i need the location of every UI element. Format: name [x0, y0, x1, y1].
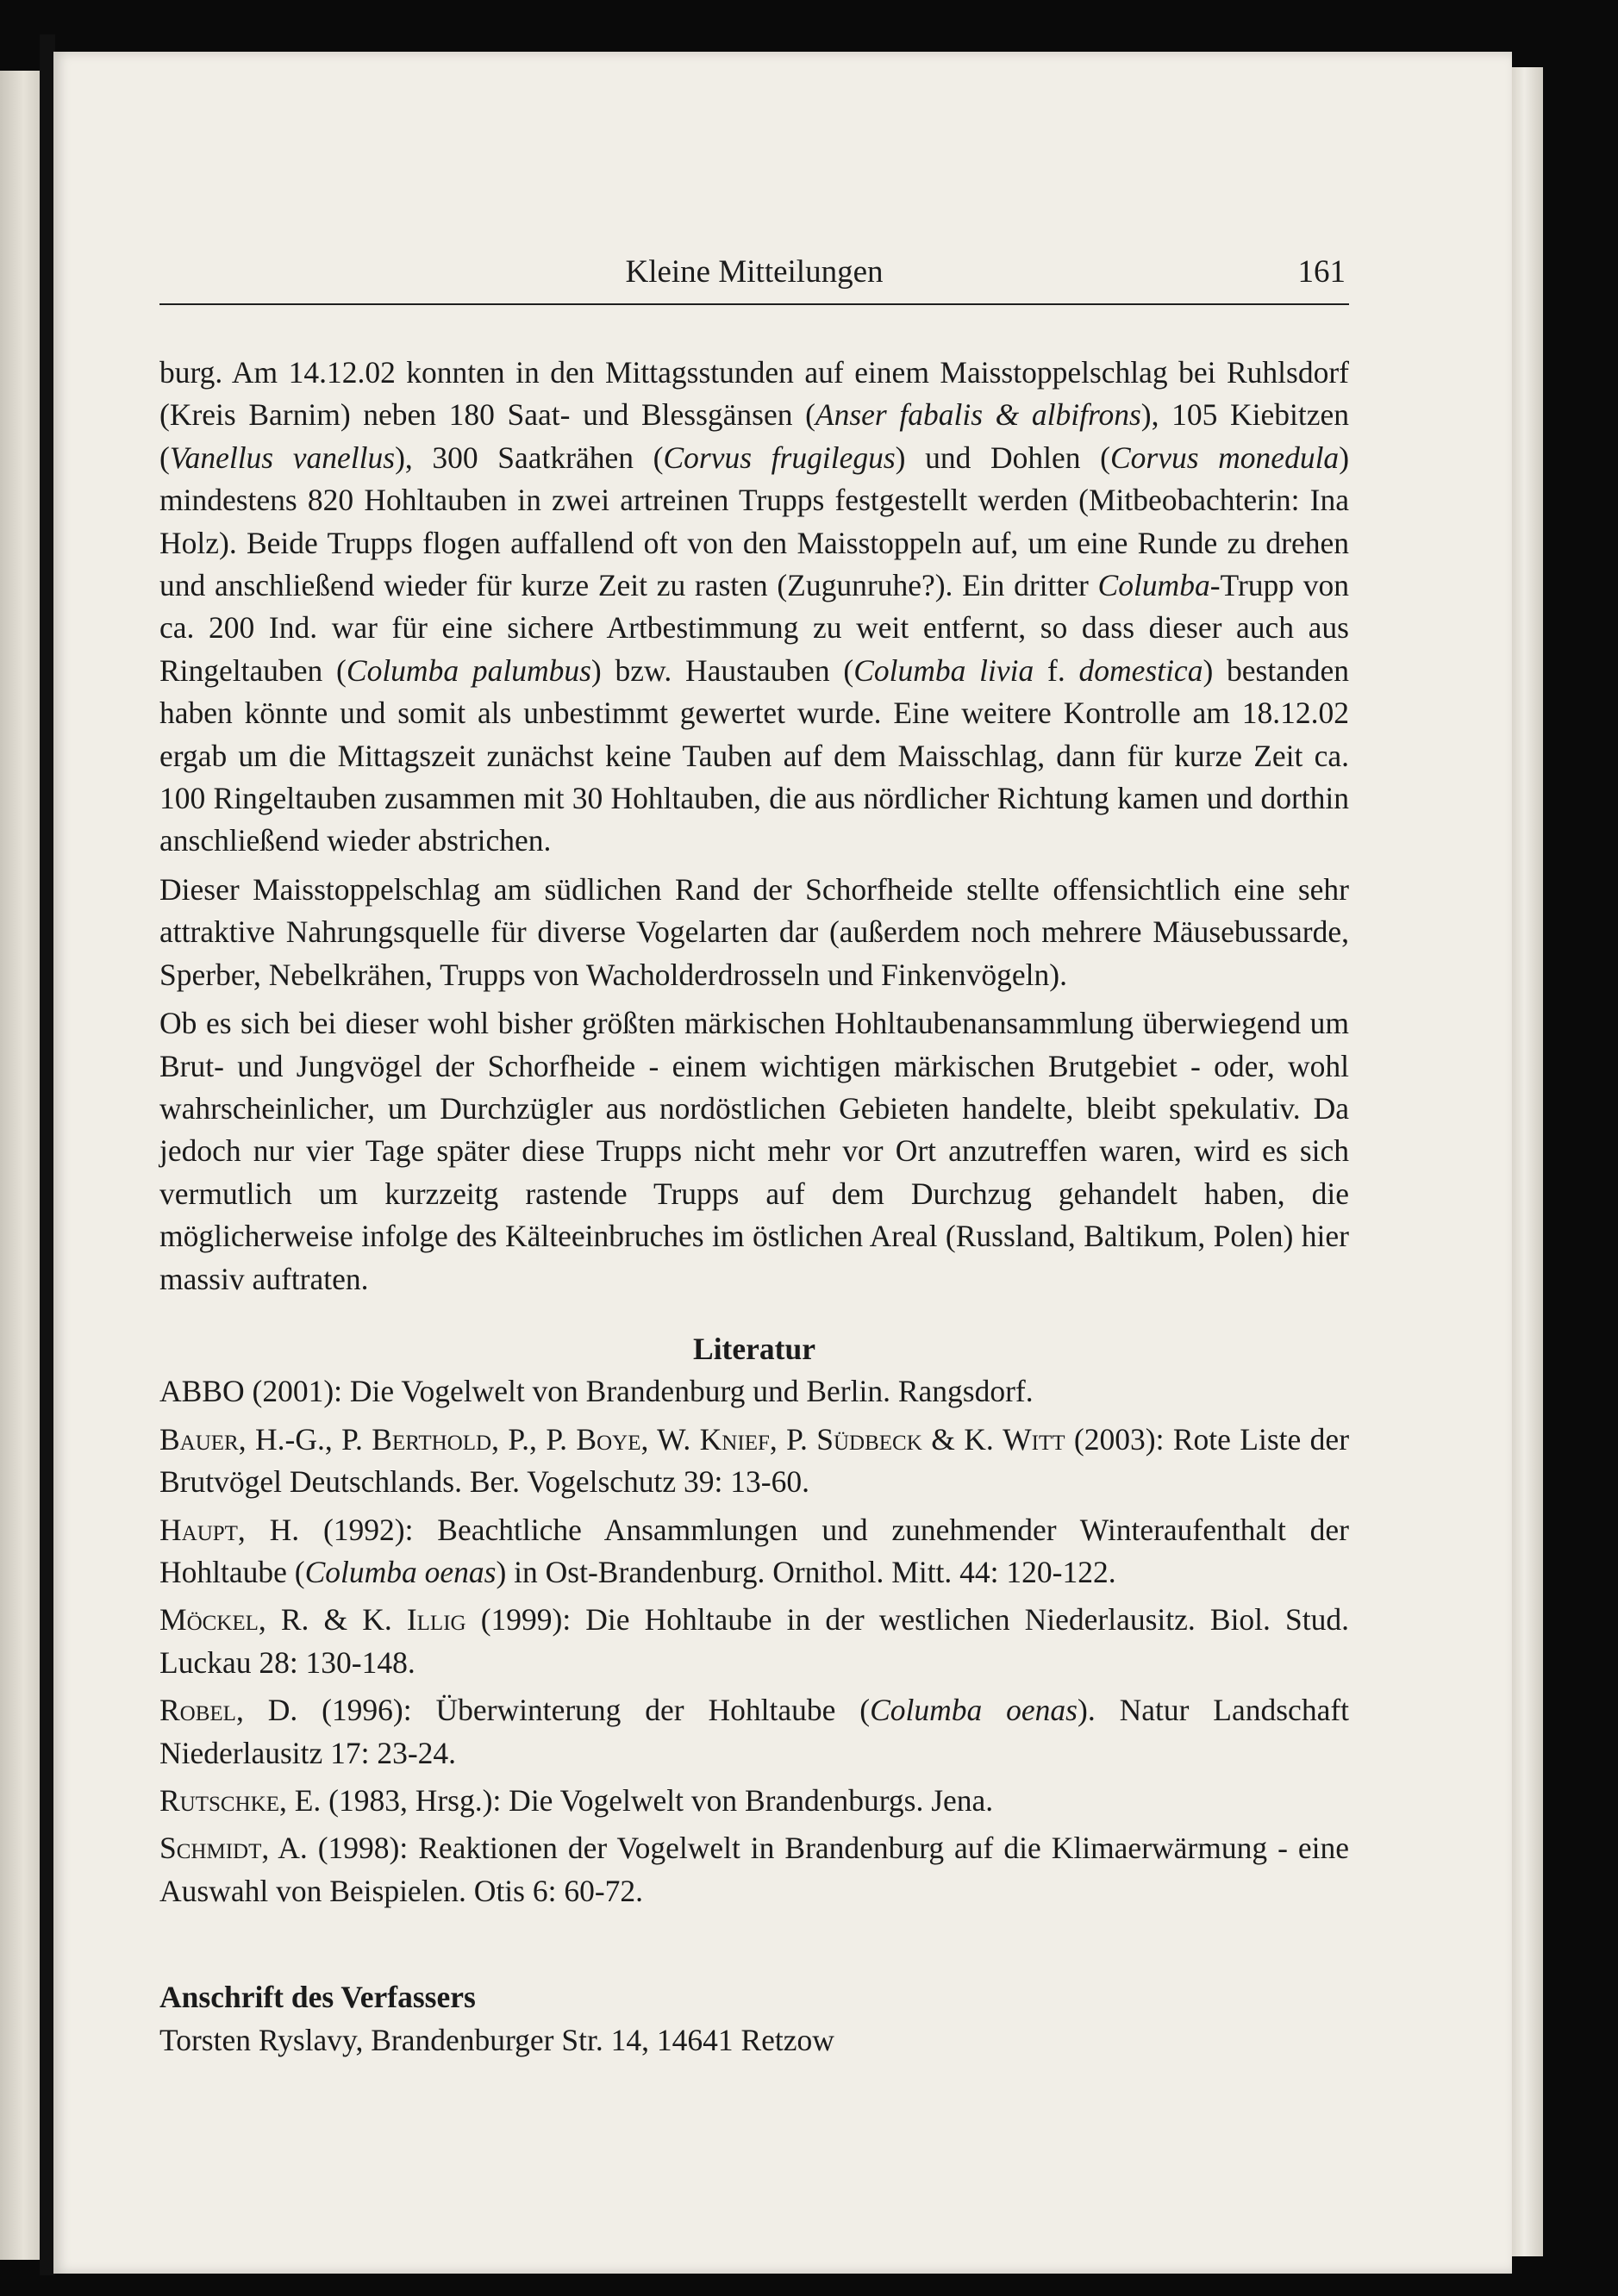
text-run: -Trupp von ca. 200 Ind. war für eine sichere Artbestimmung zu weit entfernt, so dass dieser auch aus Ringeltauben ( [159, 568, 1349, 688]
text-run: (2003): Rote Liste der Brutvögel Deutschlands. Ber. Vogelschutz 39: 13-60. [159, 1421, 1350, 1500]
text-run: Ob es sich bei dieser wohl bisher größten märkischen Hohltaubenansammlung überwiegend um Brut- und Jungvögel der Schorfheide - einem wichtigen märkischen Brutgebiet - oder, wohl wahrscheinlicher, um Durchzügler aus nordöstlichen Gebieten handelte, bleibt spekulativ. Da jedoch nur vier Tage später diese Trupps nicht mehr vor Ort anzutreffen waren, wird es sich vermutlich um kurzzeitg rastende Trupps auf dem Durchzug gehandelt haben, die möglicherweise infolge des Kälteeinbruches im östlichen Areal (Russland, Baltikum, Polen) hier massiv auftraten. [159, 1006, 1349, 1296]
text-run: , P., P. [491, 1421, 577, 1457]
author-surname: Knief [699, 1421, 770, 1457]
text-run: , H.-G., P. [238, 1421, 372, 1457]
paragraph-1 [159, 352, 1349, 863]
author-surname: Möckel [159, 1602, 259, 1638]
reference-item [159, 1419, 1349, 1504]
text-run: f. [1034, 652, 1079, 688]
author-surname: Illig [406, 1602, 466, 1638]
reference-item [159, 1599, 1349, 1684]
species-name: Anser fabalis & albifrons [815, 397, 1141, 433]
text-run: ABBO (2001): Die Vogelwelt von Brandenburg und Berlin. Rangsdorf. [159, 1374, 1034, 1409]
text-run: ) bestanden haben könnte und somit als unbestimmt gewertet wurde. Eine weitere Kontrolle am 18.12.02 ergab um die Mittagszeit zunächst keine Tauben auf dem Maisschlag, dann für kurze Zeit ca. 100 Ringeltauben zusammen mit 30 Hohltauben, die aus nördlicher Richtung kamen und dorthin anschließend wieder abstrichen. [159, 652, 1349, 858]
author-surname: Rutschke [159, 1783, 279, 1818]
page-stack-edge [1512, 67, 1543, 2256]
text-run: ), 105 Kiebitzen ( [159, 397, 1349, 475]
species-name: Columba oenas [870, 1693, 1078, 1728]
author-surname: Witt [1003, 1421, 1065, 1457]
author-surname: Südbeck [816, 1421, 922, 1457]
text-run: , A. (1998): Reaktionen der Vogelwelt in Brandenburg auf die Klimaerwärmung - eine Auswahl von Beispielen. Otis 6: 60-72. [159, 1831, 1349, 1908]
text-run: , R. & K. [258, 1602, 407, 1638]
author-surname: Haupt [159, 1512, 238, 1547]
article-body [159, 352, 1349, 2062]
text-run: (1999): Die Hohltaube in der westlichen Niederlausitz. Biol. Stud. Luckau 28: 130-148. [159, 1602, 1349, 1680]
species-name: Columba [1097, 568, 1210, 603]
text-run: ), 300 Saatkrähen ( [395, 440, 664, 475]
text-run: burg. Am 14.12.02 konnten in den Mittagsstunden auf einem Maisstoppelschlag bei Ruhlsdorf (Kreis Barnim) neben 180 Saat- und Blessgänsen ( [159, 355, 1349, 433]
running-title: Kleine Mitteilungen [625, 254, 884, 290]
author-surname: Robel [159, 1693, 236, 1728]
reference-list [159, 1370, 1349, 1912]
species-name: Corvus monedula [1109, 440, 1340, 475]
page-number: 161 [1297, 254, 1346, 290]
species-name: Vanellus vanellus [169, 440, 396, 475]
text-run: , D. (1996): Überwinterung der Hohltaube ( [235, 1693, 871, 1728]
author-surname: Boye [576, 1421, 641, 1457]
reference-item [159, 1370, 1349, 1413]
author-surname: Bauer [159, 1421, 239, 1457]
reference-item [159, 1780, 1349, 1822]
reference-item [159, 1689, 1349, 1775]
species-name: domestica [1078, 652, 1203, 688]
author-surname: Berthold [372, 1421, 492, 1457]
species-name: Columba palumbus [346, 652, 591, 688]
species-name: Columba oenas [304, 1554, 497, 1589]
text-run: ) bzw. Haustauben ( [590, 652, 854, 688]
reference-item [159, 1827, 1349, 1912]
species-name: Columba livia [853, 652, 1034, 688]
text-run: , P. [769, 1421, 817, 1457]
species-name: Corvus frugilegus [663, 440, 896, 475]
author-address: Torsten Ryslavy, Brandenburger Str. 14, 14641 Retzow [159, 2022, 834, 2057]
literature-heading: Literatur [693, 1331, 815, 1366]
text-run: , W. [640, 1421, 700, 1457]
author-address-heading: Anschrift des Verfassers [159, 1980, 476, 2015]
text-run: , E. (1983, Hrsg.): Die Vogelwelt von Brandenburgs. Jena. [278, 1783, 994, 1818]
previous-page-edge [0, 71, 40, 2260]
running-header [159, 246, 1349, 305]
text-run: & K. [921, 1421, 1003, 1457]
text-run: , H. (1992): Beachtliche Ansammlungen und zunehmender Winteraufenthalt der Hohltaube ( [159, 1512, 1349, 1589]
paragraph-2 [159, 869, 1349, 996]
text-run: ) mindestens 820 Hohltauben in zwei artreinen Trupps festgestellt werden (Mitbeobachterin: Ina Holz). Beide Trupps flogen auffallend oft von den Maisstoppeln auf, um eine Runde zu drehen und anschließend wieder für kurze Zeit zu rasten (Zugunruhe?). Ein dritter [159, 440, 1350, 603]
paragraph-3 [159, 1002, 1349, 1301]
author-surname: Schmidt [159, 1831, 262, 1866]
text-run: ) und Dohlen ( [895, 440, 1110, 475]
text-run: Dieser Maisstoppelschlag am südlichen Rand der Schorfheide stellte offensichtlich eine sehr attraktive Nahrungsquelle für diverse Vogelarten dar (außerdem noch mehrere Mäusebussarde, Sperber, Nebelkrähen, Trupps von Wacholderdrosseln und Finkenvögeln). [159, 871, 1349, 992]
text-run: ). Natur Landschaft Niederlausitz 17: 23-24. [159, 1693, 1350, 1770]
text-run: ) in Ost-Brandenburg. Ornithol. Mitt. 44: 120-122. [496, 1554, 1116, 1589]
reference-item [159, 1509, 1349, 1594]
